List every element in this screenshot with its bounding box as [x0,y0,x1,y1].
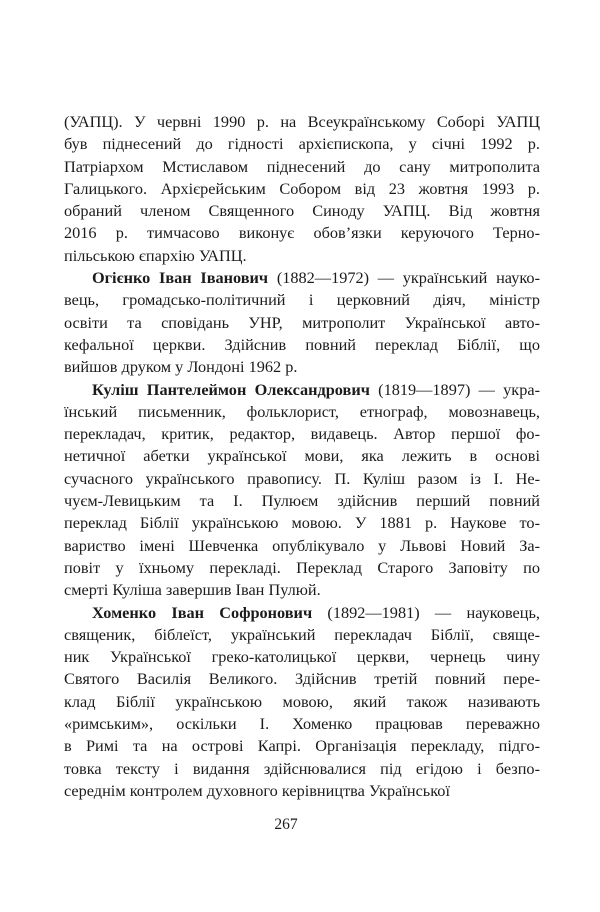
text-line [64,602,540,624]
text-line: вець, громадсько-політичний і церковний діяч, міністр [64,290,540,310]
text-block [64,111,540,802]
person-name: Огієнко Іван Іванович [92,268,269,288]
text-line [64,267,540,289]
text-line: клад Біблії українською мовою, який також називають [64,691,540,711]
text-line: вийшов друком у Лондоні 1962 р. [64,357,298,377]
text-line: священик, біблеїст, український перекладач Біблії, свяще- [64,624,540,644]
text-line [64,111,540,133]
text-line: кефальної церкви. Здійснив повний переклад Біблії, що [64,334,540,354]
text-line: Патріархом Мстиславом піднесений до сану митрополита [64,156,540,176]
text-line-content: (УАПЦ). У червні 1990 р. на Всеукраїнському Соборі УАПЦ [64,112,540,131]
paragraph-khomenko [64,602,540,803]
paragraph-kulish [64,379,540,602]
text-line [64,379,540,401]
text-line: 2016 р. тимчасово виконує обов’язки керуючого Терно- [64,223,540,243]
text-line: обраний членом Священного Синоду УАПЦ. Від жовтня [64,201,540,221]
text-line: повіт у їхньому перекладі. Переклад Старого Заповіту по [64,557,540,577]
text-line: пільською єпархію УАПЦ. [64,245,247,265]
text-line: освіти та сповідань УНР, митрополит Української авто- [64,312,540,332]
text-line: чуєм-Левицьким та І. Пулюєм здійснив перший повний [64,491,540,511]
paragraph-uapts-continuation [64,111,540,267]
text-line: Святого Василія Великого. Здійснив третій повний пере- [64,669,540,689]
text-line: нетичної абетки української мови, яка лежить в основі [64,446,540,466]
text-line-content: (1882—1972) — український науко- [268,268,540,288]
person-name: Хоменко Іван Софронович [92,602,313,622]
text-line: смерті Куліша завершив Іван Пулюй. [64,580,321,600]
text-line: їнський письменник, фольклорист, етнограф, мовознавець, [64,401,540,421]
text-line: вариство імені Шевченка опублікувало у Львові Новий За- [64,535,540,555]
text-line: був піднесений до гідності архієпископа, у січні 1992 р. [64,134,540,154]
paragraph-ohiienko [64,267,540,378]
person-name: Куліш Пантелеймон Олександрович [92,379,370,399]
text-line-content: (1819—1897) — укра- [369,379,540,399]
text-line: переклад Біблії українською мовою. У 1881 р. Наукове то- [64,513,540,533]
text-line: Галицького. Архієрейським Собором від 23 жовтня 1993 р. [64,178,540,198]
text-line: ник Української греко-католицької церкви, чернець чину [64,647,540,667]
text-line: «римським», оскільки І. Хоменко працював переважно [64,714,540,734]
text-line: сучасного українського правопису. П. Куліш разом із І. Не- [64,468,540,488]
text-line-content: (1892—1981) — науковець, [312,602,540,622]
text-line: в Римі та на острові Капрі. Організація перекладу, підго- [64,736,540,756]
text-line: перекладач, критик, редактор, видавець. Автор першої фо- [64,424,540,444]
page-number: 267 [274,816,298,833]
text-line: середнім контролем духовного керівництва Української [64,780,450,800]
text-line: товка тексту і видання здійснювалися під егідою і безпо- [64,758,540,778]
